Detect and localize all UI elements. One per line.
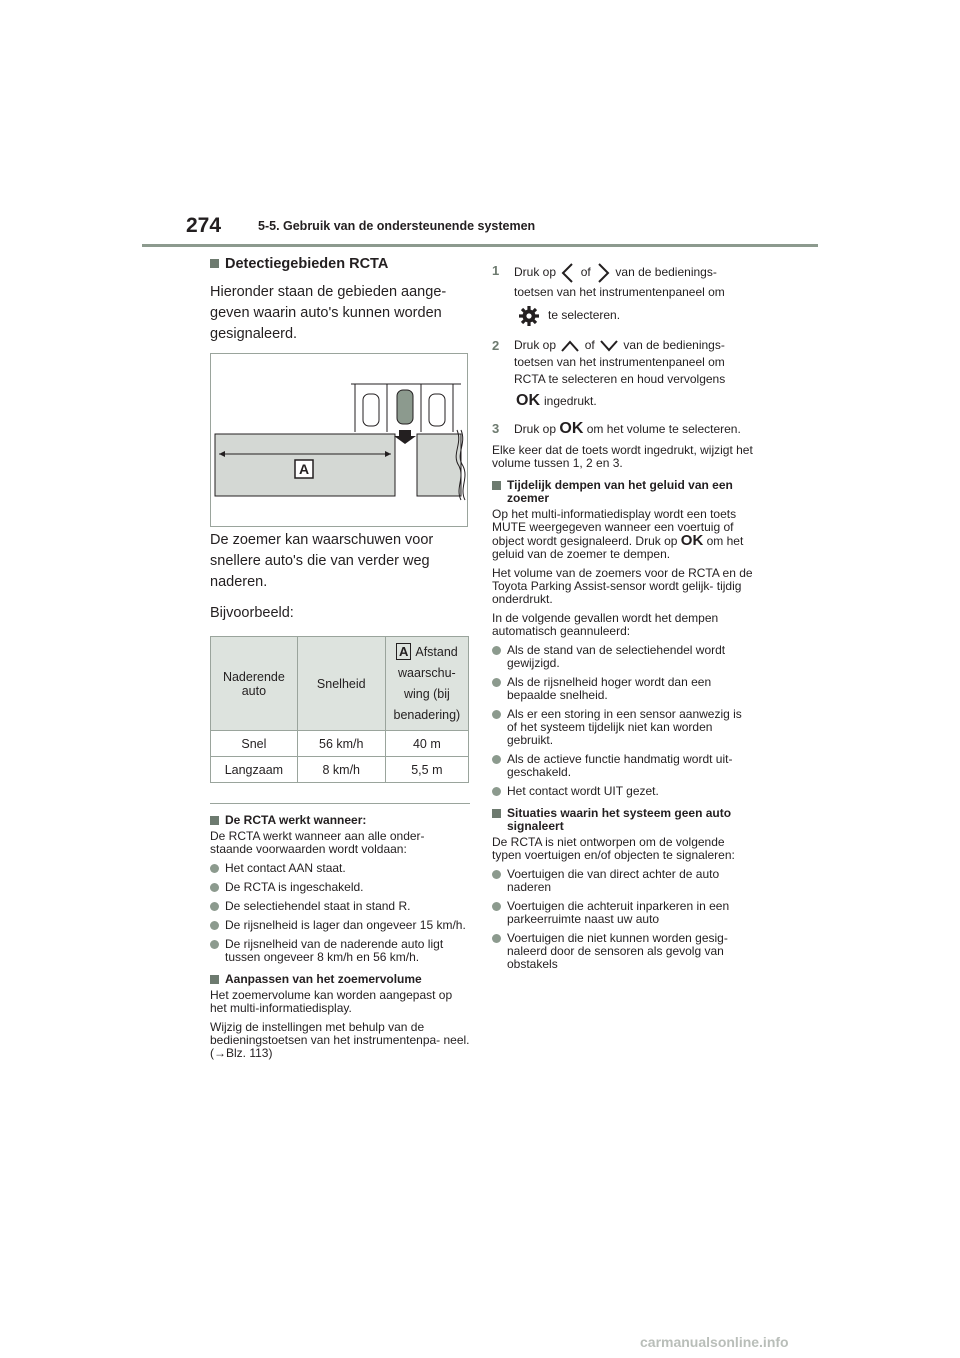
list-item: Als de actieve functie handmatig wordt uit- geschakeld. — [492, 753, 754, 779]
list-item: Als er een storing in een sensor aanwezig is of het systeem tijdelijk niet kan worden gebruikt. — [492, 708, 754, 747]
list-item: Als de stand van de selectiehendel wordt gewijzigd. — [492, 644, 754, 670]
square-bullet-icon — [492, 809, 501, 818]
subheading-mute: Tijdelijk dempen van het geluid van een zoemer — [492, 479, 754, 505]
subheading-not-detected: Situaties waarin het systeem geen auto signaleert — [492, 807, 754, 833]
round-bullet-icon — [492, 678, 501, 687]
round-bullet-icon — [492, 755, 501, 764]
step-3: 3 Druk op OK om het volume te selecteren. — [492, 420, 741, 437]
square-bullet-icon — [210, 259, 219, 268]
step-2: 2 Druk op of van de bedienings- toetsen van het instrumentenpaneel om RCTA te selecteren en houd vervolgens OK ingedrukt. — [492, 338, 726, 409]
paragraph-warning: De zoemer kan waarschuwen voor snellere auto's die van verder weg naderen. — [210, 532, 434, 590]
list-item: Voertuigen die van direct achter de auto naderen — [492, 868, 754, 894]
paragraph-example: Bijvoorbeeld: — [210, 605, 294, 621]
text-volume-cycle: Elke keer dat de toets wordt ingedrukt, wijzigt het volume tussen 1, 2 en 3. — [492, 443, 753, 470]
list-item: De selectiehendel staat in stand R. — [210, 900, 470, 913]
label-a-icon: A — [396, 643, 411, 660]
round-bullet-icon — [492, 710, 501, 719]
speed-table — [210, 636, 469, 783]
chapter-title: 5-5. Gebruik van de ondersteunende systemen — [258, 219, 536, 233]
text-not-detected: De RCTA is niet ontworpen om de volgende typen voertuigen en/of objecten te signaleren: — [492, 835, 735, 862]
list-item: De RCTA is ingeschakeld. — [210, 881, 470, 894]
round-bullet-icon — [492, 902, 501, 911]
watermark: carmanualsonline.info — [640, 1334, 789, 1350]
divider — [210, 803, 470, 804]
text-volume-2: Wijzig de instellingen met behulp van de bedieningstoetsen van het instrumentenpa- neel. (→Blz. 113) — [210, 1020, 470, 1060]
left-column — [210, 253, 470, 355]
square-bullet-icon — [210, 816, 219, 825]
right-column — [492, 262, 754, 977]
table-row: Langzaam 8 km/h 5,5 m — [211, 757, 469, 783]
subheading-rcta-works: De RCTA werkt wanneer: — [210, 814, 470, 827]
header-rule — [142, 244, 818, 247]
step-1: 1 Druk op of van de bedienings- toetsen van het instrumentenpaneel om te selecteren. — [492, 262, 754, 327]
round-bullet-icon — [210, 921, 219, 930]
round-bullet-icon — [210, 883, 219, 892]
round-bullet-icon — [492, 870, 501, 879]
round-bullet-icon — [210, 864, 219, 873]
ok-icon: OK — [680, 532, 704, 549]
th-approaching-car: Naderende auto — [211, 637, 298, 731]
text-mute-2: Het volume van de zoemers voor de RCTA en de Toyota Parking Assist-sensor wordt gelijk- tijdig onderdrukt. — [492, 566, 753, 606]
list-item: De rijsnelheid van de naderende auto ligt tussen ongeveer 8 km/h en 56 km/h. — [210, 938, 470, 964]
round-bullet-icon — [492, 646, 501, 655]
text-conditions: De RCTA werkt wanneer aan alle onder- staande voorwaarden wordt voldaan: — [210, 829, 425, 856]
intro-text: Hieronder staan de gebieden aange- geven waarin auto's kunnen worden gesignaleerd. — [210, 284, 447, 342]
figure-label-a: A — [298, 461, 310, 477]
th-speed: Snelheid — [297, 637, 385, 731]
round-bullet-icon — [492, 934, 501, 943]
chevron-left-icon — [559, 262, 577, 284]
text-mute-3: In de volgende gevallen wordt het dempen automatisch geannuleerd: — [492, 611, 719, 638]
th-distance: A Afstand waarschu- wing (bij benadering) — [385, 637, 468, 731]
round-bullet-icon — [492, 787, 501, 796]
table-row: Snel 56 km/h 40 m — [211, 731, 469, 757]
round-bullet-icon — [210, 902, 219, 911]
rcta-detection-figure — [210, 353, 468, 527]
list-item: Als de rijsnelheid hoger wordt dan een bepaalde snelheid. — [492, 676, 754, 702]
text-volume-1: Het zoemervolume kan worden aangepast op het multi-informatiedisplay. — [210, 988, 453, 1015]
list-item: De rijsnelheid is lager dan ongeveer 15 km/h. — [210, 919, 470, 932]
section-heading: Detectiegebieden RCTA — [210, 256, 470, 272]
chevron-up-icon — [559, 338, 581, 354]
text-mute-1: Op het multi-informatiedisplay wordt een toets MUTE weergegeven wanneer een voertuig of object wordt gesignaleerd. Druk op OK om het geluid van de zoemer te dempen. — [492, 507, 744, 561]
list-item: Voertuigen die niet kunnen worden gesig- naleerd door de sensoren als gevolg van obstakels — [492, 932, 754, 971]
list-item: Voertuigen die achteruit inparkeren in een parkeerruimte naast uw auto — [492, 900, 754, 926]
page-number: 274 — [186, 214, 222, 237]
list-item: Het contact AAN staat. — [210, 862, 470, 875]
square-bullet-icon — [492, 481, 501, 490]
gear-icon — [518, 305, 540, 327]
ok-icon: OK — [559, 420, 584, 437]
ok-icon: OK — [516, 392, 540, 409]
chevron-right-icon — [594, 262, 612, 284]
round-bullet-icon — [210, 940, 219, 949]
left-column-lower — [210, 530, 470, 1066]
chevron-down-icon — [598, 338, 620, 354]
square-bullet-icon — [210, 975, 219, 984]
subheading-volume: Aanpassen van het zoemervolume — [210, 973, 470, 986]
list-item: Het contact wordt UIT gezet. — [492, 785, 754, 798]
